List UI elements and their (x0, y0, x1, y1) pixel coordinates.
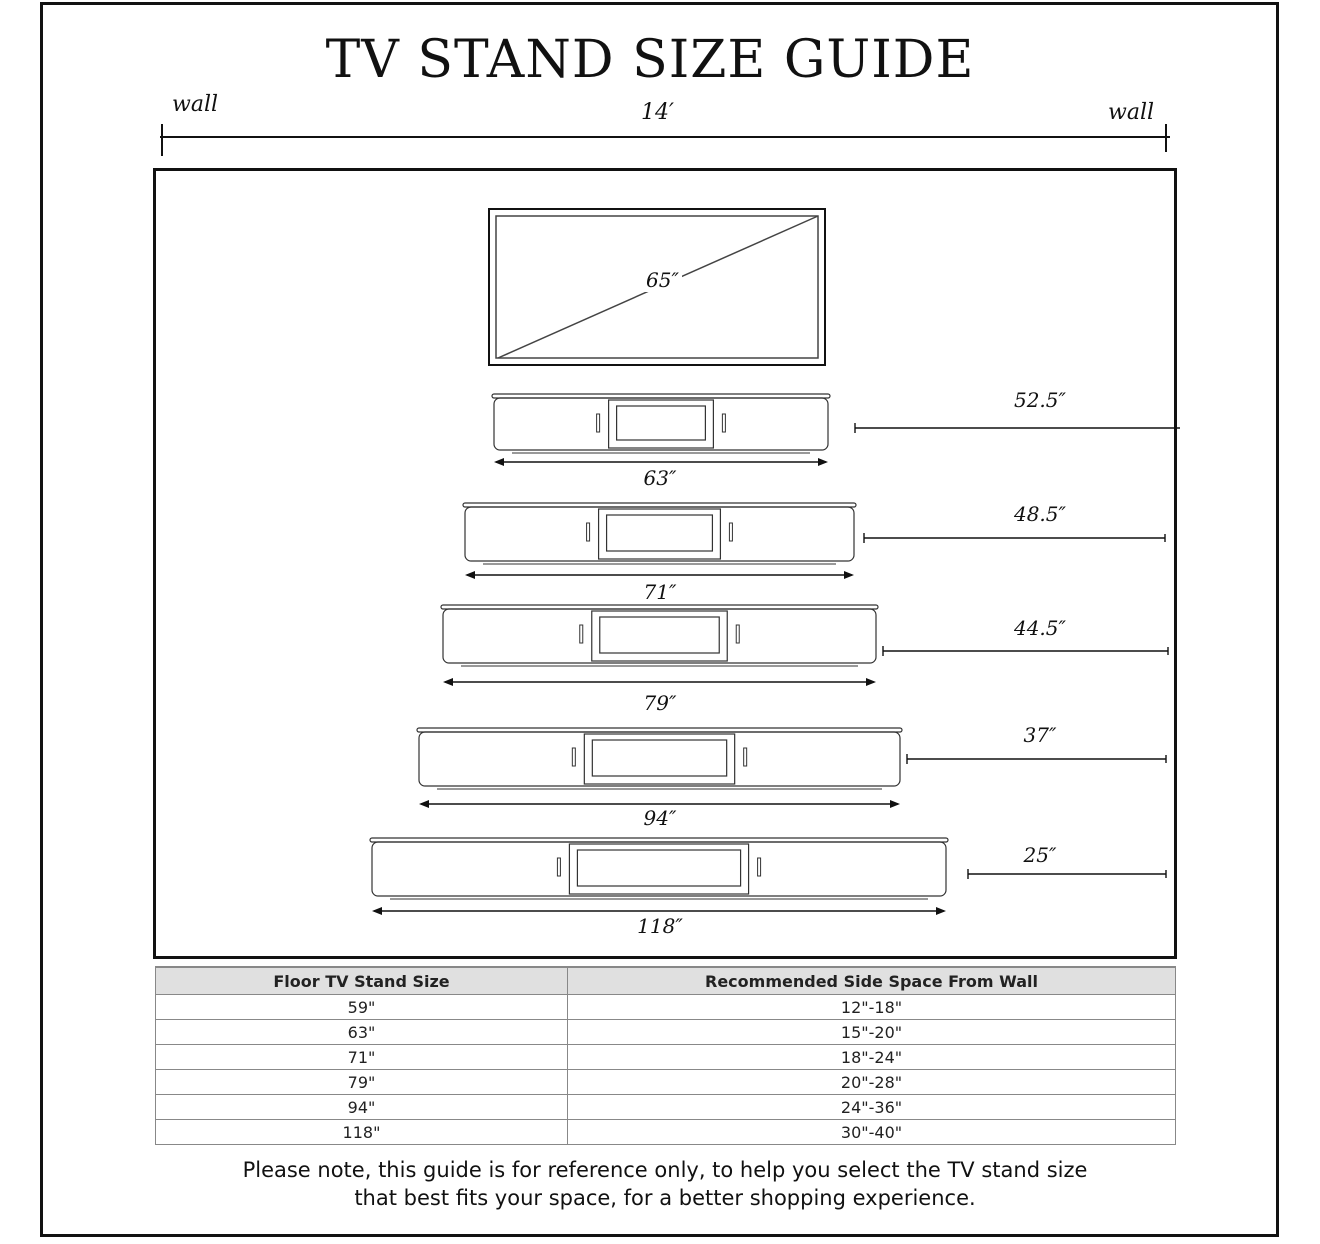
stand-width-label: 63″ (643, 466, 677, 490)
table-row (156, 1120, 1176, 1145)
stand-left-handle (557, 858, 560, 876)
stand-left-handle (572, 748, 575, 766)
stand-width-arrowhead-left (494, 458, 504, 466)
stand-left-handle (580, 625, 583, 643)
room-width-label: 14′ (641, 100, 674, 125)
table-cell: 63" (156, 1020, 568, 1045)
stand-right-handle (736, 625, 739, 643)
tv-diagonal-label: 65″ (643, 268, 682, 292)
right-wall-label: wall (1108, 100, 1155, 125)
table-header: Recommended Side Space From Wall (568, 967, 1176, 995)
stand-right-handle (722, 414, 725, 432)
stand-center-opening (577, 850, 740, 886)
table-cell: 18"-24" (568, 1045, 1176, 1070)
stand-right-handle (729, 523, 732, 541)
stand-width-arrowhead-right (818, 458, 828, 466)
left-wall-label: wall (172, 92, 219, 117)
stand-left-handle (597, 414, 600, 432)
table-cell: 71" (156, 1045, 568, 1070)
note-line: Please note, this guide is for reference only, to help you select the TV stand size (242, 1158, 1088, 1182)
table-cell: 15"-20" (568, 1020, 1176, 1045)
stand-width-label: 79″ (643, 691, 677, 715)
table-row (156, 1045, 1176, 1070)
table-header-row (156, 967, 1176, 995)
stand-center-opening (607, 515, 713, 551)
note-line: that best fits your space, for a better shopping experience. (354, 1186, 976, 1210)
table-cell: 12"-18" (568, 995, 1176, 1020)
table-cell: 20"-28" (568, 1070, 1176, 1095)
table-cell: 79" (156, 1070, 568, 1095)
table-row (156, 1070, 1176, 1095)
table-row (156, 1020, 1176, 1045)
stand-center-opening (617, 406, 706, 440)
stand-width-arrowhead-left (465, 571, 475, 579)
stand-center-opening (592, 740, 726, 776)
page-title: TV STAND SIZE GUIDE (325, 30, 975, 90)
stand-left-handle (587, 523, 590, 541)
table-cell: 94" (156, 1095, 568, 1120)
stand-width-label: 118″ (637, 914, 683, 938)
side-space-label: 37″ (1023, 723, 1057, 747)
stand-right-handle (744, 748, 747, 766)
side-space-label: 44.5″ (1013, 616, 1066, 640)
side-space-label: 52.5″ (1013, 388, 1066, 412)
stand-width-arrowhead-right (844, 571, 854, 579)
table-row (156, 1095, 1176, 1120)
disclaimer-note (0, 1156, 1320, 1212)
table-cell: 59" (156, 995, 568, 1020)
side-space-label: 48.5″ (1013, 502, 1066, 526)
table-cell: 30"-40" (568, 1120, 1176, 1145)
table-cell: 118" (156, 1120, 568, 1145)
stand-center-compartment (609, 400, 714, 448)
stand-width-arrowhead-left (443, 678, 453, 686)
table-header: Floor TV Stand Size (156, 967, 568, 995)
stand-width-label: 71″ (643, 580, 677, 604)
stand-width-arrowhead-right (866, 678, 876, 686)
side-space-label: 25″ (1023, 843, 1057, 867)
stand-width-label: 94″ (643, 806, 677, 830)
stand-right-handle (758, 858, 761, 876)
table-row (156, 995, 1176, 1020)
table-cell: 24"-36" (568, 1095, 1176, 1120)
size-table (155, 966, 1176, 1145)
stand-center-opening (600, 617, 719, 653)
